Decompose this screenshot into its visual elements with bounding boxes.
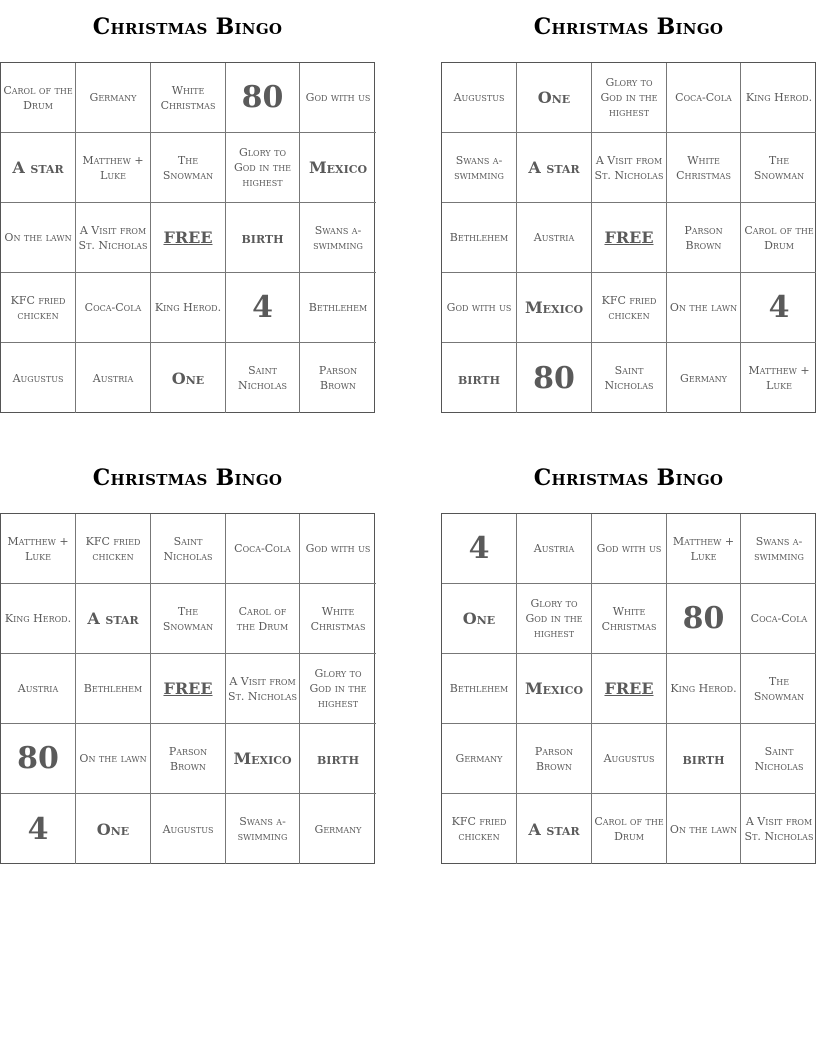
bingo-cell: 80 (667, 584, 741, 654)
bingo-cell: Coca-Cola (667, 63, 741, 133)
bingo-cell: Matthew + Luke (1, 514, 76, 584)
bingo-cell: Germany (667, 343, 741, 413)
bingo-grid (441, 62, 816, 413)
bingo-cell: Carol of the Drum (1, 63, 76, 133)
bingo-cell: Augustus (592, 724, 667, 794)
bingo-cell: Austria (517, 203, 592, 273)
bingo-cell: One (76, 794, 151, 864)
bingo-cell: Swans a-swimming (741, 514, 816, 584)
free-space-cell: FREE (592, 203, 667, 273)
bingo-cell: Swans a-swimming (226, 794, 300, 864)
bingo-cell: A Visit from St. Nicholas (744, 815, 814, 843)
bingo-cell: One (517, 63, 592, 133)
bingo-cell: Saint Nicholas (151, 514, 226, 584)
bingo-cell: God with us (442, 273, 517, 343)
bingo-cell: A Visit from St. Nicholas (592, 133, 667, 203)
bingo-cell: 80 (1, 724, 76, 794)
bingo-cell: Parson Brown (667, 203, 741, 273)
bingo-cell: God with us (300, 514, 376, 584)
bingo-cell: Augustus (1, 343, 76, 413)
bingo-cell: Coca-Cola (741, 584, 816, 654)
bingo-cell: Augustus (442, 63, 517, 133)
bingo-cell: Germany (442, 724, 517, 794)
bingo-cell: 4 (226, 273, 300, 343)
bingo-grid (441, 513, 816, 864)
bingo-cell: One (442, 584, 517, 654)
bingo-cell: Matthew + Luke (76, 133, 151, 203)
bingo-cell: Augustus (151, 794, 226, 864)
bingo-cell: Glory to God in the highest (592, 63, 667, 133)
bingo-cell: Glory to God in the highest (517, 584, 592, 654)
bingo-cell: Austria (1, 654, 76, 724)
bingo-cell: Bethlehem (442, 654, 517, 724)
bingo-cell: King Herod. (151, 273, 226, 343)
card-title: Christmas Bingo (533, 465, 724, 491)
bingo-cell: A star (517, 794, 592, 864)
bingo-cell: 80 (226, 63, 300, 133)
bingo-cell: Carol of the Drum (226, 584, 300, 654)
bingo-cell: A star (517, 133, 592, 203)
card-title: Christmas Bingo (92, 465, 283, 491)
bingo-cell: birth (226, 203, 300, 273)
free-space-cell: FREE (151, 654, 226, 724)
bingo-cell: King Herod. (741, 63, 816, 133)
bingo-cell: Austria (76, 343, 151, 413)
bingo-cell: Saint Nicholas (741, 724, 816, 794)
free-space-cell: FREE (592, 654, 667, 724)
bingo-cell: One (151, 343, 226, 413)
bingo-cell: Matthew + Luke (748, 364, 810, 392)
bingo-cell: A Visit from St. Nicholas (76, 203, 151, 273)
bingo-cell: Swans a-swimming (300, 203, 376, 273)
bingo-cell: White Christmas (300, 584, 376, 654)
bingo-cell: A Visit from St. Nicholas (226, 654, 300, 724)
bingo-cell: The Snowman (151, 584, 226, 654)
bingo-cell: Germany (314, 822, 362, 836)
bingo-cell: Austria (517, 514, 592, 584)
bingo-cell: The Snowman (741, 133, 816, 203)
bingo-cell: Carol of the Drum (592, 794, 667, 864)
bingo-cell: birth (667, 724, 741, 794)
bingo-cell: KFC fried chicken (76, 514, 151, 584)
bingo-cell: On the lawn (667, 794, 741, 864)
bingo-cell: The Snowman (741, 654, 816, 724)
bingo-cell: On the lawn (667, 273, 741, 343)
bingo-cell: On the lawn (1, 203, 76, 273)
bingo-cell: Mexico (517, 273, 592, 343)
bingo-cell: Parson Brown (318, 364, 358, 392)
bingo-cell: On the lawn (76, 724, 151, 794)
bingo-cell: King Herod. (1, 584, 76, 654)
bingo-cell: Parson Brown (517, 724, 592, 794)
bingo-cell: birth (300, 724, 376, 794)
bingo-cell: Bethlehem (76, 654, 151, 724)
bingo-cell: Mexico (226, 724, 300, 794)
bingo-cell: Glory to God in the highest (300, 654, 376, 724)
bingo-cell: Glory to God in the highest (226, 133, 300, 203)
bingo-cell: Parson Brown (151, 724, 226, 794)
bingo-cell: Saint Nicholas (592, 343, 667, 413)
bingo-cell: King Herod. (667, 654, 741, 724)
bingo-cell: White Christmas (151, 63, 226, 133)
bingo-cell: birth (442, 343, 517, 413)
bingo-cell: 4 (442, 514, 517, 584)
bingo-cell: A star (76, 584, 151, 654)
bingo-cell: KFC fried chicken (1, 273, 76, 343)
free-space-cell: FREE (151, 203, 226, 273)
bingo-cell: 80 (517, 343, 592, 413)
bingo-cell: Mexico (517, 654, 592, 724)
bingo-cell: Saint Nicholas (226, 343, 300, 413)
bingo-cell: White Christmas (592, 584, 667, 654)
bingo-cell: 4 (1, 794, 76, 864)
bingo-cell: Bethlehem (442, 203, 517, 273)
bingo-cell: God with us (300, 63, 376, 133)
bingo-cell: KFC fried chicken (442, 794, 517, 864)
bingo-cell: KFC fried chicken (592, 273, 667, 343)
bingo-grid (0, 513, 375, 864)
bingo-cell: Bethlehem (300, 273, 376, 343)
bingo-cell: The Snowman (151, 133, 226, 203)
bingo-cell: Swans a-swimming (442, 133, 517, 203)
bingo-cell: Carol of the Drum (741, 203, 816, 273)
bingo-cell: Coca-Cola (226, 514, 300, 584)
bingo-cell: A star (1, 133, 76, 203)
bingo-cell: Matthew + Luke (667, 514, 741, 584)
bingo-cell: 4 (741, 273, 816, 343)
bingo-cell: Coca-Cola (76, 273, 151, 343)
bingo-cell: Mexico (300, 133, 376, 203)
card-title: Christmas Bingo (92, 14, 283, 40)
bingo-cell: God with us (592, 514, 667, 584)
bingo-grid (0, 62, 375, 413)
bingo-cell: White Christmas (667, 133, 741, 203)
bingo-cell: Germany (76, 63, 151, 133)
card-title: Christmas Bingo (533, 14, 724, 40)
